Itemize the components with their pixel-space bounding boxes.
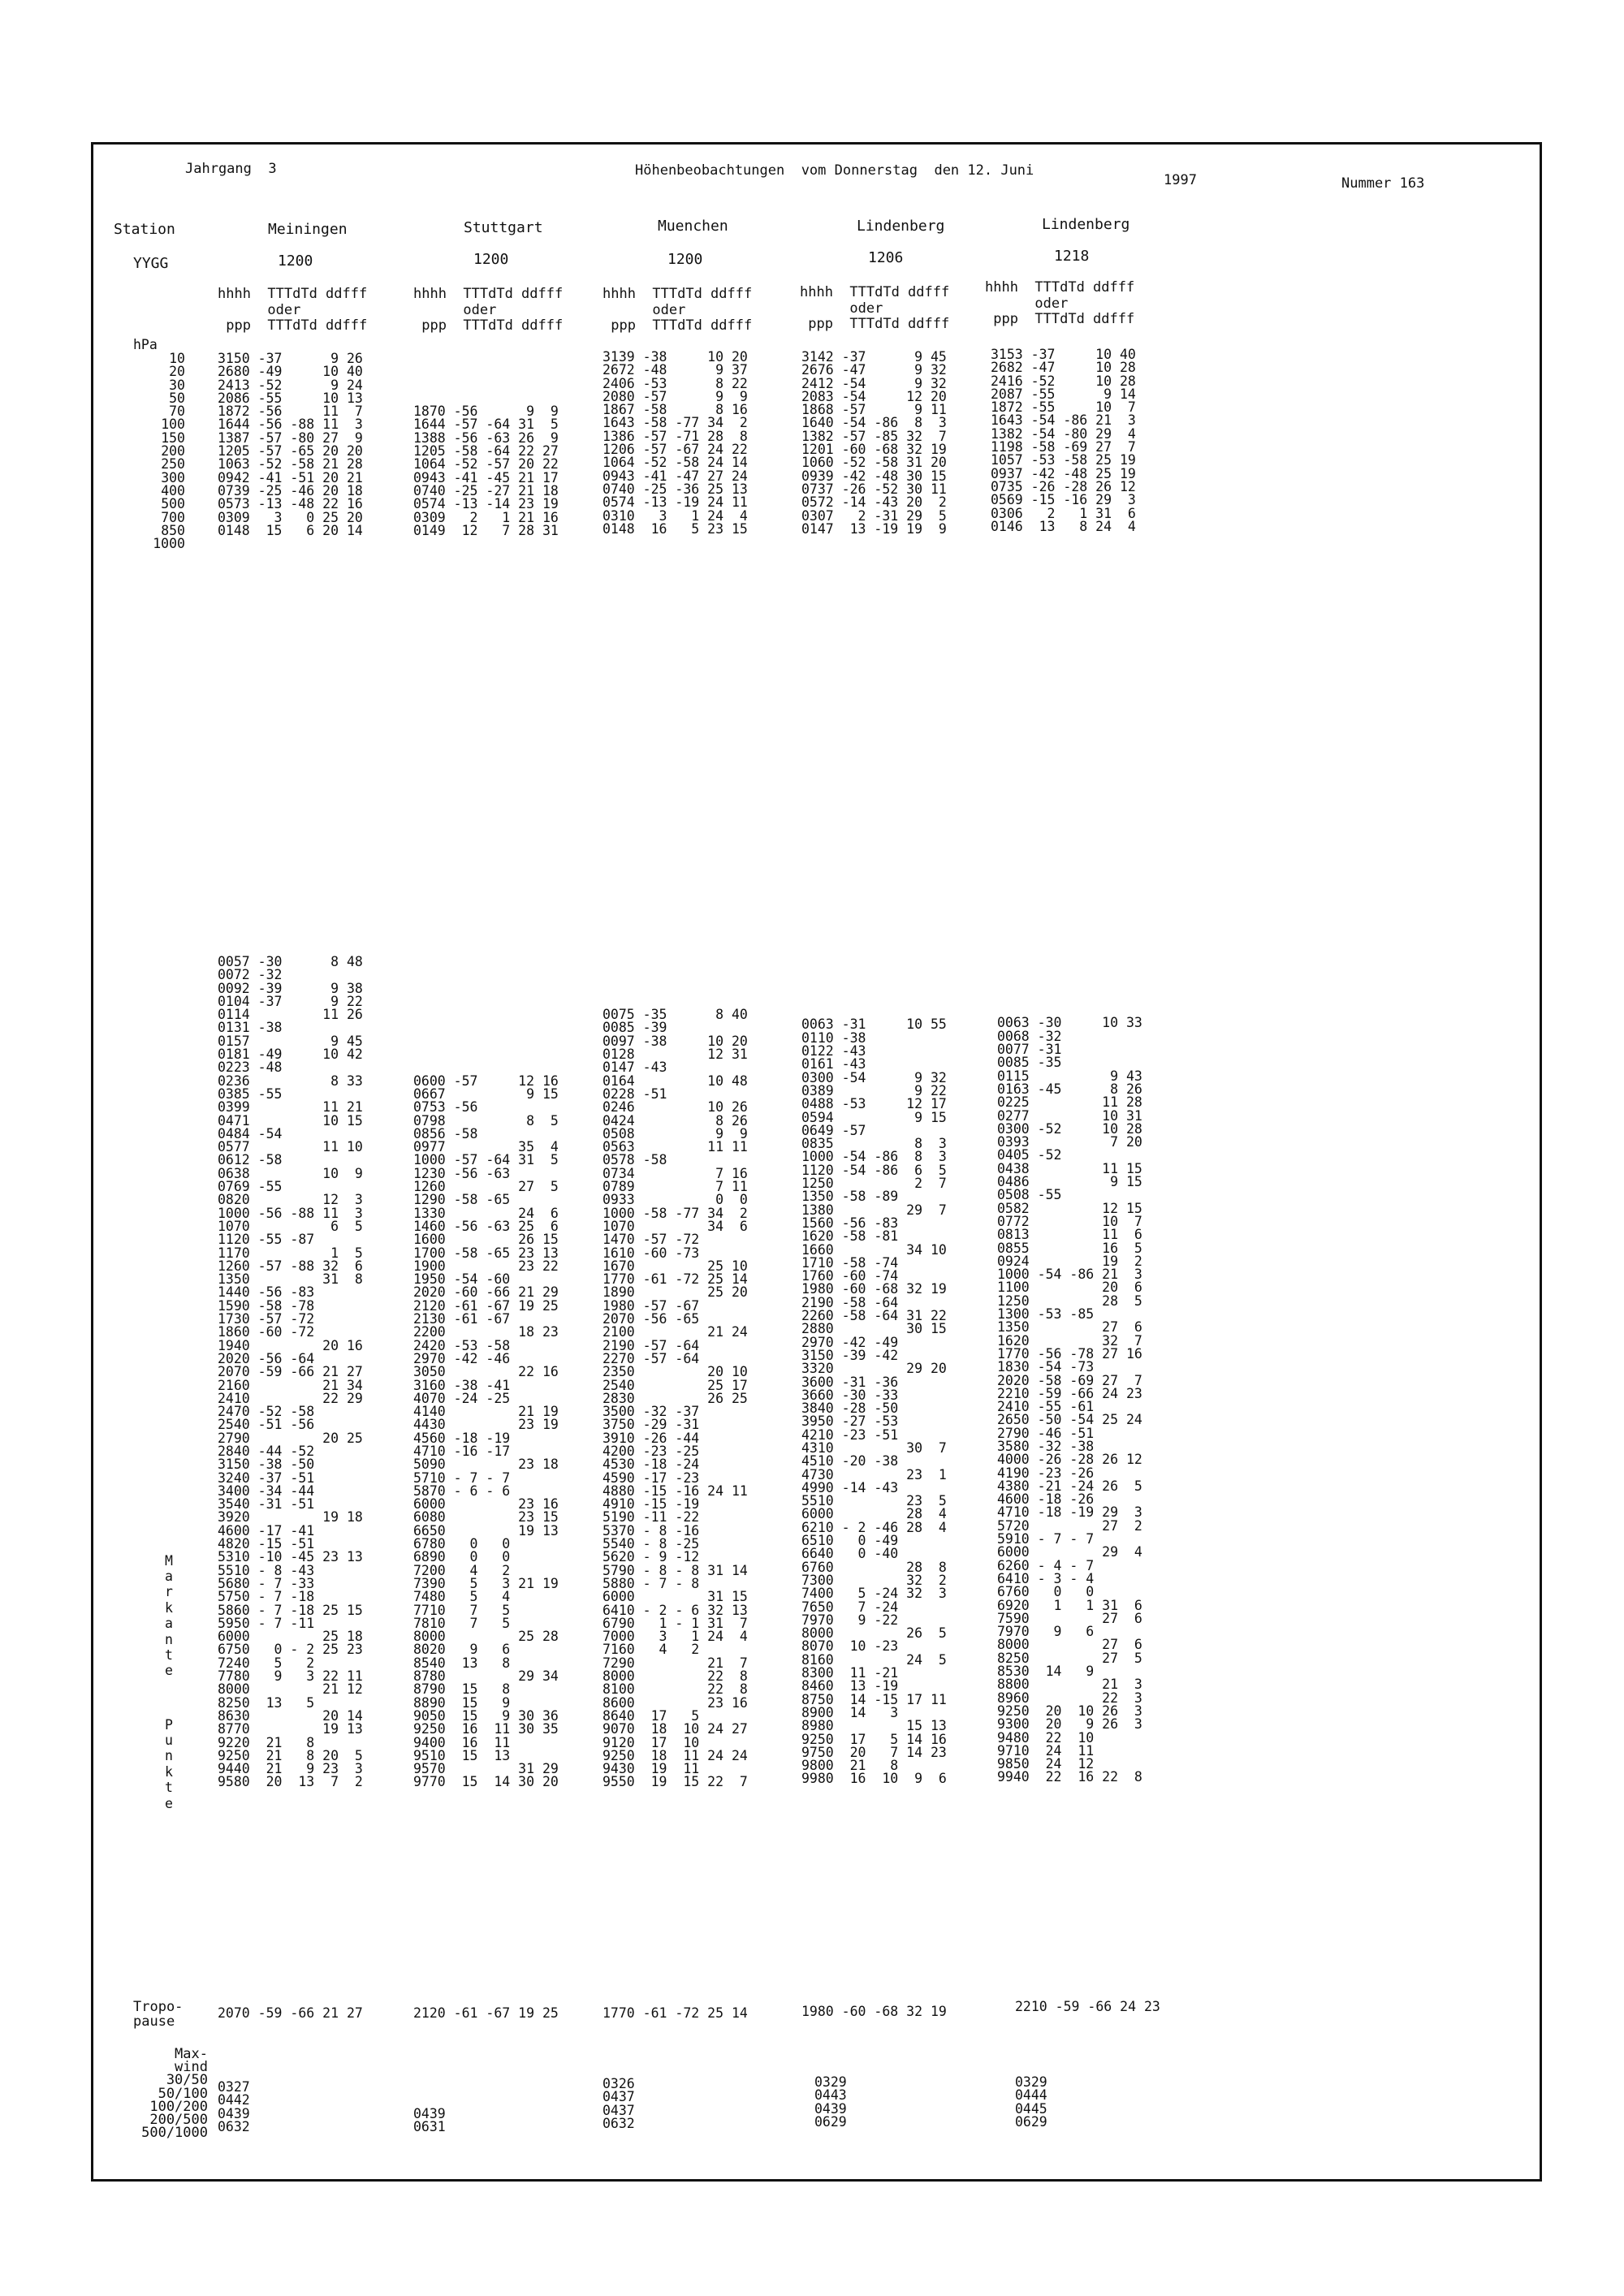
station-name: Muenchen [658, 218, 728, 235]
column-header: hhhh TTTdTd ddfff oder ppp TTTdTd ddfff [985, 279, 1135, 327]
page-title: Höhenbeobachtungen vom Donnerstag den 12. Juni [635, 162, 1034, 179]
significant-points: 0075 -35 8 40 0085 -39 0097 -38 10 20 0128 12 31 0147 -43 0164 10 48 0228 -51 0246 10 26 0424 8 26 0508 9 9 0563 11 11 0578 -58 0734 7 16 0789 7 11 0933 0 0 1000 -58 -77 34 2 1070 34 6 1470 -57 -72 1610 -60 -73 1670 25 10 1770 -61 -72 25 14 1890 25 20 1980 -57 -67 2070 -56 -65 2100 21 24 2190 -57 -64 2270 -57 -64 2350 20 10 2540 25 17 2830 26 25 3500 -32 -37 3750 -29 -31 3910 -26 -44 4200 -23 -25 4530 -18 -24 4590 -17 -23 4880 -15 -16 24 11 4910 -15 -19 5190 -11 -22 5370 - 8 -16 5540 - 8 -25 5620 - 9 -12 5790 - 8 - 8 31 14 5880 - 7 - 8 6000 31 15 6410 - 2 - 6 32 13 6790 1 - 1 31 7 7000 3 1 24 4 7160 4 2 7290 21 7 8000 22 8 8100 22 8 8600 23 16 8640 17 5 9070 18 10 24 27 9120 17 10 9250 18 11 24 24 9430 19 11 9550 19 15 22 7 [603, 1007, 748, 1790]
jahrgang: Jahrgang 3 [185, 161, 277, 177]
maxwind-label: Max- wind 30/50 50/100 100/200 200/500 500/1000 [141, 2046, 208, 2142]
tropopause-label: Tropo- pause [133, 1999, 184, 2030]
column-header: hhhh TTTdTd ddfff oder ppp TTTdTd ddfff [413, 286, 564, 334]
standard-levels: 1870 -56 9 9 1644 -57 -64 31 5 1388 -56 -63 26 9 1205 -58 -64 22 27 1064 -52 -57 20 22 0943 -41 -45 21 17 0740 -25 -27 21 18 0574 -13 -14 23 19 0309 2 1 21 16 0149 12 7 28 31 [413, 404, 559, 538]
station-time: 1206 [868, 249, 904, 266]
station-time: 1200 [278, 252, 313, 270]
maxwind-values: 0327 0442 0439 0632 [218, 2079, 250, 2134]
tropopause-values: 1980 -60 -68 32 19 [801, 2004, 947, 2019]
yygg-label: YYGG [133, 255, 169, 272]
tropopause-values: 2070 -59 -66 21 27 [218, 2005, 363, 2021]
station-time: 1200 [473, 251, 509, 268]
station-name: Lindenberg [1042, 216, 1130, 233]
maxwind-values: 0326 0437 0437 0632 [603, 2076, 635, 2131]
markante-label: M a r k a n t e [165, 1552, 173, 1679]
station-time: 1218 [1054, 248, 1090, 265]
nummer: Nummer 163 [1341, 175, 1425, 192]
column-header: hhhh TTTdTd ddfff oder ppp TTTdTd ddfff [800, 284, 950, 332]
station-name: Lindenberg [857, 218, 945, 235]
maxwind-values: 0329 0443 0439 0629 [814, 2074, 847, 2130]
standard-levels: 3142 -37 9 45 2676 -47 9 32 2412 -54 9 32 2083 -54 12 20 1868 -57 9 11 1640 -54 -86 8 3 1382 -57 -85 32 7 1201 -60 -68 32 19 1060 -52 -58 31 20 0939 -42 -48 30 15 0737 -26 -52 30 11 0572 -14 -43 20 2 0307 2 -31 29 5 0147 13 -19 19 9 [801, 349, 947, 537]
standard-levels: 3150 -37 9 26 2680 -49 10 40 2413 -52 9 24 2086 -55 10 13 1872 -56 11 7 1644 -56 -88 11 3 1387 -57 -80 27 9 1205 -57 -65 20 20 1063 -52 -58 21 28 0942 -41 -51 20 21 0739 -25 -46 20 18 0573 -13 -48 22 16 0309 3 0 25 20 0148 15 6 20 14 [218, 351, 363, 538]
maxwind-values: 0439 0631 [413, 2105, 446, 2134]
station-name: Stuttgart [464, 219, 543, 236]
standard-levels: 3139 -38 10 20 2672 -48 9 37 2406 -53 8 22 2080 -57 9 9 1867 -58 8 16 1643 -58 -77 34 2 1386 -57 -71 28 8 1206 -57 -67 24 22 1064 -52 -58 24 14 0943 -41 -47 27 24 0740 -25 -36 25 13 0574 -13 -19 24 11 0310 3 1 24 4 0148 16 5 23 15 [603, 349, 748, 537]
significant-points: 0063 -30 10 33 0068 -32 0077 -31 0085 -35 0115 9 43 0163 -45 8 26 0225 11 28 0277 10 31 0300 -52 10 28 0393 7 20 0405 -52 0438 11 15 0486 9 15 0508 -55 0582 12 15 0772 10 7 0813 11 6 0855 16 5 0924 19 2 1000 -54 -86 21 3 1100 20 6 1250 28 5 1300 -53 -85 1350 27 6 1620 32 7 1770 -56 -78 27 16 1830 -54 -73 2020 -58 -69 27 7 2210 -59 -66 24 23 2410 -55 -61 2650 -50 -54 25 24 2790 -46 -51 3580 -32 -38 4000 -26 -28 26 12 4190 -23 -26 4380 -21 -24 26 5 4600 -18 -26 4710 -18 -19 29 3 5720 27 2 5910 - 7 - 7 6000 29 4 6260 - 4 - 7 6410 - 3 - 4 6760 0 0 6920 1 1 31 6 7590 27 6 7970 9 6 8000 27 6 8250 27 5 8530 14 9 8800 21 3 8960 22 3 9250 20 10 26 3 9300 20 9 26 3 9480 22 10 9710 24 11 9850 24 12 9940 22 16 22 8 [997, 1015, 1142, 1785]
station-time: 1200 [667, 251, 703, 268]
tropopause-values: 2210 -59 -66 24 23 [1015, 1999, 1160, 2014]
significant-points: 0063 -31 10 55 0110 -38 0122 -43 0161 -43 0300 -54 9 32 0389 9 22 0488 -53 12 17 0594 9 15 0649 -57 0835 8 3 1000 -54 -86 8 3 1120 -54 -86 6 5 1250 2 7 1350 -58 -89 1380 29 7 1560 -56 -83 1620 -58 -81 1660 34 10 1710 -58 -74 1760 -60 -74 1980 -60 -68 32 19 2190 -58 -64 2260 -58 -64 31 22 2880 30 15 2970 -42 -49 3150 -39 -42 3320 29 20 3600 -31 -36 3660 -30 -33 3840 -28 -50 3950 -27 -53 4210 -23 -51 4310 30 7 4510 -20 -38 4730 23 1 4990 -14 -43 5510 23 5 6000 28 4 6210 - 2 -46 28 4 6510 0 -49 6640 0 -40 6760 28 8 7300 32 2 7400 5 -24 32 3 7650 7 -24 7970 9 -22 8000 26 5 8070 10 -23 8160 24 5 8300 11 -21 8460 13 -19 8750 14 -15 17 11 8900 14 3 8980 15 13 9250 17 5 14 16 9750 20 7 14 23 9800 21 8 9980 16 10 9 6 [801, 1016, 947, 1787]
station-name: Meiningen [268, 221, 348, 238]
column-header: hhhh TTTdTd ddfff oder ppp TTTdTd ddfff [218, 286, 368, 334]
punkte-label: P u n k t e [165, 1716, 173, 1811]
significant-points: 0600 -57 12 16 0667 9 15 0753 -56 0798 8 5 0856 -58 0977 35 4 1000 -57 -64 31 5 1230 -56 -63 1260 27 5 1290 -58 -65 1330 24 6 1460 -56 -63 25 6 1600 26 15 1700 -58 -65 23 13 1900 23 22 1950 -54 -60 2020 -60 -66 21 29 2120 -61 -67 19 25 2130 -61 -67 2200 18 23 2420 -53 -58 2970 -42 -46 3050 22 16 3160 -38 -41 4070 -24 -25 4140 21 19 4430 23 19 4560 -18 -19 4710 -16 -17 5090 23 18 5710 - 7 - 7 5870 - 6 - 6 6000 23 16 6080 23 15 6650 19 13 6780 0 0 6890 0 0 7200 4 2 7390 5 3 21 19 7480 5 4 7710 7 5 7810 7 5 8000 25 28 8020 9 6 8540 13 8 8780 29 34 8790 15 8 8890 15 9 9050 15 9 30 36 9250 16 11 30 35 9400 16 11 9510 15 13 9570 31 29 9770 15 14 30 20 [413, 1072, 559, 1790]
significant-points: 0057 -30 8 48 0072 -32 0092 -39 9 38 0104 -37 9 22 0114 11 26 0131 -38 0157 9 45 0181 -49 10 42 0223 -48 0236 8 33 0385 -55 0399 11 21 0471 10 15 0484 -54 0577 11 10 0612 -58 0638 10 9 0769 -55 0820 12 3 1000 -56 -88 11 3 1070 6 5 1120 -55 -87 1170 1 5 1260 -57 -88 32 6 1350 31 8 1440 -56 -83 1590 -58 -78 1730 -57 -72 1860 -60 -72 1940 20 16 2020 -56 -64 2070 -59 -66 21 27 2160 21 34 2410 22 29 2470 -52 -58 2540 -51 -56 2790 20 25 2840 -44 -52 3150 -38 -50 3240 -37 -51 3400 -34 -44 3540 -31 -51 3920 19 18 4600 -17 -41 4820 -15 -51 5310 -10 -45 23 13 5510 - 8 -43 5680 - 7 -33 5750 - 7 -18 5860 - 7 -18 25 15 5950 - 7 -11 6000 25 18 6750 0 - 2 25 23 7240 5 2 7780 9 3 22 11 8000 21 12 8250 13 5 8630 20 14 8770 19 13 9220 21 8 9250 21 8 20 5 9440 21 9 23 3 9580 20 13 7 2 [218, 954, 363, 1790]
pressure-levels: 10 20 30 50 70 100 150 200 250 300 400 500 700 850 1000 [153, 351, 185, 552]
year: 1997 [1164, 172, 1197, 188]
column-header: hhhh TTTdTd ddfff oder ppp TTTdTd ddfff [603, 286, 753, 334]
maxwind-values: 0329 0444 0445 0629 [1015, 2074, 1047, 2130]
standard-levels: 3153 -37 10 40 2682 -47 10 28 2416 -52 10 28 2087 -55 9 14 1872 -55 10 7 1643 -54 -86 21 3 1382 -54 -80 29 4 1198 -58 -69 27 7 1057 -53 -58 25 19 0937 -42 -48 25 19 0735 -26 -28 26 12 0569 -15 -16 29 3 0306 2 1 31 6 0146 13 8 24 4 [991, 347, 1136, 534]
tropopause-values: 2120 -61 -67 19 25 [413, 2005, 559, 2021]
station-label: Station [114, 221, 175, 238]
hpa-label: hPa [133, 337, 158, 352]
tropopause-values: 1770 -61 -72 25 14 [603, 2005, 748, 2021]
